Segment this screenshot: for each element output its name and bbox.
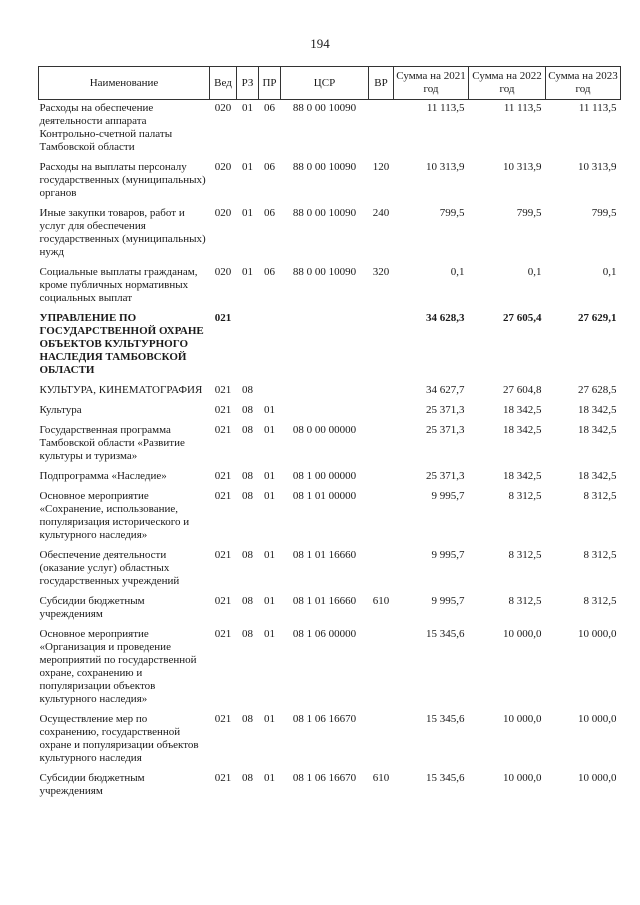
row-rz: 08 — [242, 713, 253, 725]
header-sum-2023: Сумма на 2023 год — [546, 67, 621, 100]
row-ved: 021 — [214, 384, 232, 396]
row-ved: 020 — [214, 161, 232, 173]
header-pr: ПР — [259, 67, 281, 100]
row-sum-2022: 18 342,5 — [503, 404, 542, 416]
row-ved: 021 — [214, 549, 232, 561]
table-row — [39, 402, 621, 422]
row-sum-2021: 34 627,7 — [426, 384, 465, 396]
header-ved: Вед — [210, 67, 237, 100]
row-csr: 88 0 00 10090 — [292, 266, 357, 278]
row-name: Социальные выплаты гражданам, кроме публичных нормативных социальных выплат — [39, 266, 198, 304]
row-vr — [369, 626, 394, 711]
row-pr: 06 — [264, 161, 275, 173]
row-sum-2021: 25 371,3 — [426, 470, 465, 482]
row-vr — [369, 100, 394, 160]
table-row — [39, 159, 621, 205]
row-sum-2023: 27 629,1 — [578, 312, 617, 324]
row-csr: 08 1 01 00000 — [292, 490, 357, 502]
row-pr: 01 — [264, 424, 275, 436]
table-row — [39, 100, 621, 160]
row-ved: 020 — [214, 266, 232, 278]
row-rz: 01 — [242, 102, 253, 114]
row-sum-2023: 11 113,5 — [578, 102, 617, 114]
row-vr: 610 — [372, 772, 390, 784]
row-pr: 01 — [264, 628, 275, 640]
row-vr: 610 — [372, 595, 390, 607]
row-sum-2022: 799,5 — [516, 207, 542, 219]
table-row — [39, 547, 621, 593]
row-csr: 08 1 06 00000 — [292, 628, 357, 640]
row-ved: 021 — [214, 772, 232, 784]
row-ved: 020 — [214, 102, 232, 114]
row-sum-2023: 10 000,0 — [578, 772, 617, 784]
row-name: Иные закупки товаров, работ и услуг для обеспечения государственных (муниципальных) нужд — [39, 207, 206, 258]
header-name: Наименование — [39, 67, 210, 100]
row-vr — [369, 382, 394, 402]
row-csr: 88 0 00 10090 — [292, 207, 357, 219]
header-rz: РЗ — [237, 67, 259, 100]
table-row — [39, 626, 621, 711]
row-pr: 01 — [264, 404, 275, 416]
table-row — [39, 205, 621, 264]
row-sum-2021: 15 345,6 — [426, 628, 465, 640]
row-sum-2023: 18 342,5 — [578, 470, 617, 482]
row-rz — [237, 310, 259, 382]
row-sum-2022: 10 000,0 — [503, 628, 542, 640]
header-sum-2022: Сумма на 2022 год — [469, 67, 546, 100]
row-vr: 120 — [372, 161, 390, 173]
row-sum-2022: 0,1 — [527, 266, 542, 278]
row-csr: 08 1 01 16660 — [292, 549, 357, 561]
table-row — [39, 468, 621, 488]
row-ved: 021 — [214, 404, 232, 416]
table-row — [39, 382, 621, 402]
row-sum-2022: 10 313,9 — [503, 161, 542, 173]
row-sum-2022: 18 342,5 — [503, 424, 542, 436]
row-pr: 06 — [264, 102, 275, 114]
row-csr — [281, 310, 369, 382]
row-ved: 021 — [214, 490, 232, 502]
row-sum-2021: 9 995,7 — [431, 595, 465, 607]
row-sum-2021: 0,1 — [450, 266, 465, 278]
row-rz: 08 — [242, 384, 253, 396]
table-row — [39, 264, 621, 310]
row-vr — [369, 547, 394, 593]
row-sum-2021: 15 345,6 — [426, 713, 465, 725]
row-vr — [369, 711, 394, 770]
row-name: Культура — [39, 404, 82, 416]
row-csr: 88 0 00 10090 — [292, 161, 357, 173]
row-sum-2021: 10 313,9 — [426, 161, 465, 173]
row-sum-2022: 10 000,0 — [503, 772, 542, 784]
row-vr — [369, 402, 394, 422]
row-pr: 01 — [264, 470, 275, 482]
row-ved: 020 — [214, 207, 232, 219]
row-csr: 08 1 01 16660 — [292, 595, 357, 607]
row-pr: 01 — [264, 490, 275, 502]
row-ved: 021 — [214, 424, 232, 436]
row-csr: 08 1 00 00000 — [292, 470, 357, 482]
row-sum-2023: 8 312,5 — [583, 490, 617, 502]
row-sum-2022: 18 342,5 — [503, 470, 542, 482]
row-pr: 06 — [264, 207, 275, 219]
row-ved: 021 — [214, 470, 232, 482]
row-sum-2022: 8 312,5 — [508, 549, 542, 561]
row-sum-2021: 9 995,7 — [431, 549, 465, 561]
row-name: КУЛЬТУРА, КИНЕМАТОГРАФИЯ — [39, 384, 203, 396]
row-name: Субсидии бюджетным учреждениям — [39, 772, 145, 797]
table-row — [39, 488, 621, 547]
row-ved: 021 — [214, 713, 232, 725]
row-sum-2021: 799,5 — [439, 207, 465, 219]
row-csr: 08 1 06 16670 — [292, 772, 357, 784]
table-row — [39, 310, 621, 382]
row-sum-2021: 15 345,6 — [426, 772, 465, 784]
row-sum-2021: 25 371,3 — [426, 404, 465, 416]
row-sum-2021: 11 113,5 — [426, 102, 465, 114]
table-body — [39, 100, 621, 804]
row-sum-2022: 8 312,5 — [508, 595, 542, 607]
row-sum-2022: 27 605,4 — [503, 312, 542, 324]
table-row — [39, 770, 621, 803]
row-rz: 08 — [242, 628, 253, 640]
row-pr: 01 — [264, 713, 275, 725]
row-sum-2021: 9 995,7 — [431, 490, 465, 502]
row-sum-2023: 18 342,5 — [578, 404, 617, 416]
row-rz: 08 — [242, 490, 253, 502]
row-sum-2023: 10 000,0 — [578, 713, 617, 725]
table-row — [39, 711, 621, 770]
row-rz: 08 — [242, 549, 253, 561]
row-ved: 021 — [214, 312, 232, 324]
row-sum-2023: 8 312,5 — [583, 595, 617, 607]
row-name: Основное мероприятие «Организация и проведение мероприятий по государственной охране, сохранению и популяризации объектов культурного наследия» — [39, 628, 197, 705]
row-rz: 08 — [242, 772, 253, 784]
row-name: Государственная программа Тамбовской области «Развитие культуры и туризма» — [39, 424, 185, 462]
row-sum-2022: 11 113,5 — [503, 102, 542, 114]
row-csr: 88 0 00 10090 — [292, 102, 357, 114]
row-sum-2023: 27 628,5 — [578, 384, 617, 396]
header-csr: ЦСР — [281, 67, 369, 100]
row-name: УПРАВЛЕНИЕ ПО ГОСУДАРСТВЕННОЙ ОХРАНЕ ОБЪЕКТОВ КУЛЬТУРНОГО НАСЛЕДИЯ ТАМБОВСКОЙ ОБЛАСТИ — [39, 312, 204, 376]
row-vr — [369, 310, 394, 382]
row-sum-2023: 10 313,9 — [578, 161, 617, 173]
row-name: Обеспечение деятельности (оказание услуг) областных государственных учреждений — [39, 549, 180, 587]
row-ved: 021 — [214, 595, 232, 607]
row-rz: 08 — [242, 470, 253, 482]
page-number: 194 — [310, 36, 330, 51]
budget-table — [38, 66, 621, 803]
row-vr — [369, 488, 394, 547]
header-sum-2021: Сумма на 2021 год — [394, 67, 469, 100]
row-pr: 06 — [264, 266, 275, 278]
row-vr — [369, 422, 394, 468]
row-pr: 01 — [264, 549, 275, 561]
row-name: Расходы на выплаты персоналу государственных (муниципальных) органов — [39, 161, 206, 199]
row-pr — [259, 382, 281, 402]
row-name: Расходы на обеспечение деятельности аппарата Контрольно-счетной палаты Тамбовской области — [39, 102, 173, 153]
row-rz: 01 — [242, 207, 253, 219]
row-sum-2023: 10 000,0 — [578, 628, 617, 640]
row-name: Осуществление мер по сохранению, государственной охране и популяризации объектов культурного наследия — [39, 713, 199, 764]
row-rz: 01 — [242, 161, 253, 173]
row-name: Подпрограмма «Наследие» — [39, 470, 167, 482]
row-csr — [281, 382, 369, 402]
row-name: Основное мероприятие «Сохранение, использование, популяризация исторического и культурного наследия» — [39, 490, 190, 541]
row-rz: 08 — [242, 404, 253, 416]
row-name: Субсидии бюджетным учреждениям — [39, 595, 145, 620]
row-rz: 01 — [242, 266, 253, 278]
row-sum-2021: 25 371,3 — [426, 424, 465, 436]
row-pr — [259, 310, 281, 382]
row-sum-2023: 18 342,5 — [578, 424, 617, 436]
row-vr: 240 — [372, 207, 390, 219]
row-ved: 021 — [214, 628, 232, 640]
row-rz: 08 — [242, 595, 253, 607]
row-sum-2021: 34 628,3 — [426, 312, 465, 324]
row-sum-2022: 27 604,8 — [503, 384, 542, 396]
row-sum-2022: 8 312,5 — [508, 490, 542, 502]
row-csr: 08 0 00 00000 — [292, 424, 357, 436]
table-row — [39, 593, 621, 626]
table-header-row — [39, 67, 621, 100]
row-sum-2023: 8 312,5 — [583, 549, 617, 561]
row-csr — [281, 402, 369, 422]
row-sum-2023: 0,1 — [602, 266, 617, 278]
row-sum-2023: 799,5 — [591, 207, 617, 219]
row-sum-2022: 10 000,0 — [503, 713, 542, 725]
row-rz: 08 — [242, 424, 253, 436]
row-vr — [369, 468, 394, 488]
row-vr: 320 — [372, 266, 390, 278]
header-vr: ВР — [369, 67, 394, 100]
table-row — [39, 422, 621, 468]
row-pr: 01 — [264, 772, 275, 784]
row-csr: 08 1 06 16670 — [292, 713, 357, 725]
row-pr: 01 — [264, 595, 275, 607]
